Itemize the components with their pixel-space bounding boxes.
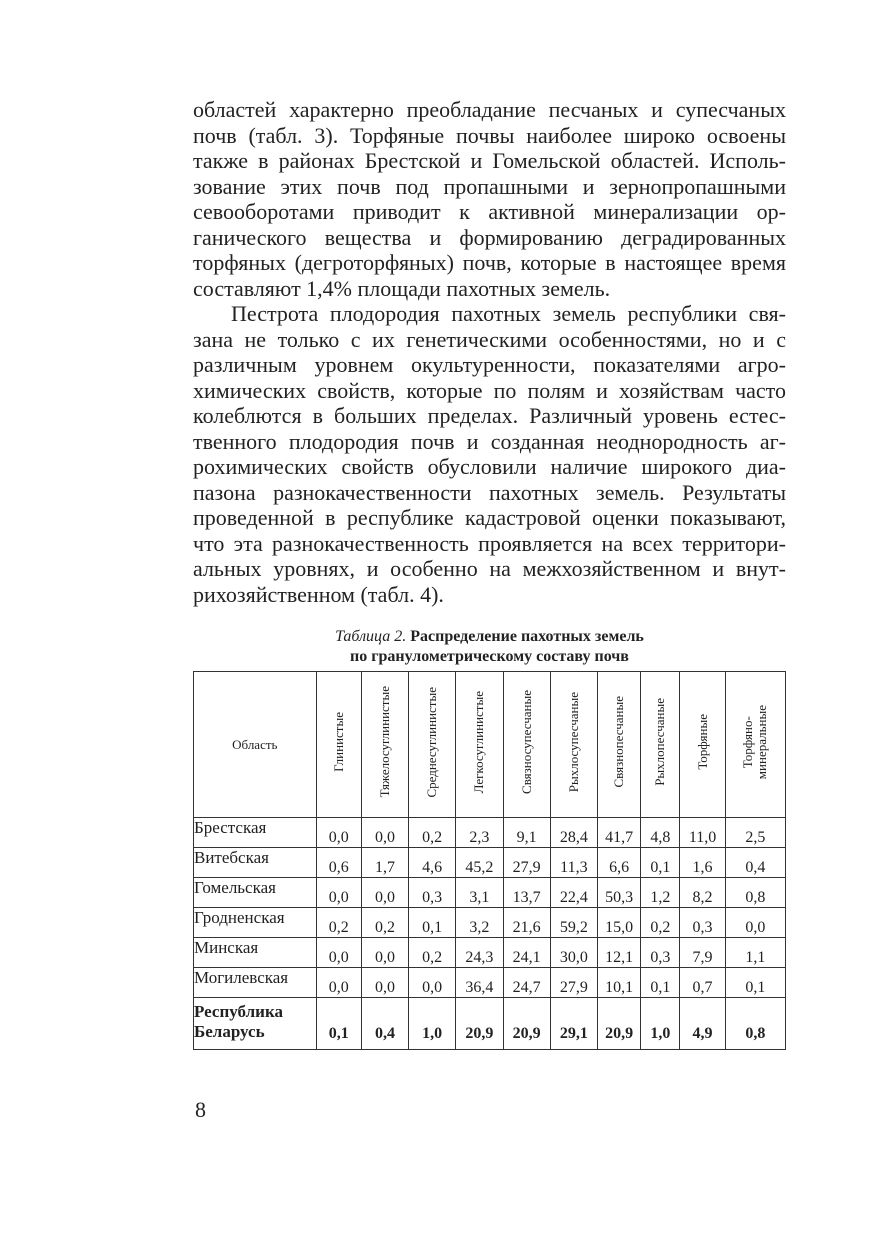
value-cell: 3,2 <box>456 908 503 938</box>
value-cell: 1,1 <box>725 938 785 968</box>
header-col-2: Тяжелосуглинистые <box>361 672 408 818</box>
value-cell: 0,3 <box>680 908 725 938</box>
value-cell: 0,2 <box>361 908 408 938</box>
value-cell: 13,7 <box>503 878 550 908</box>
table-row <box>194 968 786 998</box>
value-cell: 12,1 <box>598 938 641 968</box>
value-cell: 0,2 <box>409 938 456 968</box>
header-col-3: Среднесуглинистые <box>409 672 456 818</box>
total-value-cell: 0,8 <box>725 998 785 1050</box>
table-row <box>194 878 786 908</box>
total-value-cell: 20,9 <box>456 998 503 1050</box>
value-cell: 0,2 <box>641 908 680 938</box>
region-cell: Минская <box>194 938 317 968</box>
value-cell: 1,7 <box>361 848 408 878</box>
value-cell: 27,9 <box>503 848 550 878</box>
table-title-line1: Распределение пахотных земель <box>410 628 644 645</box>
total-value-cell: 20,9 <box>503 998 550 1050</box>
value-cell: 9,1 <box>503 818 550 848</box>
total-value-cell: 1,0 <box>409 998 456 1050</box>
value-cell: 0,0 <box>316 878 361 908</box>
total-region-cell: Республика Беларусь <box>194 998 317 1050</box>
header-col-10: Торфяно- минеральные <box>725 672 785 818</box>
value-cell: 0,0 <box>361 938 408 968</box>
value-cell: 15,0 <box>598 908 641 938</box>
value-cell: 0,0 <box>316 938 361 968</box>
page-number: 8 <box>195 1097 206 1122</box>
total-value-cell: 1,0 <box>641 998 680 1050</box>
value-cell: 6,6 <box>598 848 641 878</box>
table-row <box>194 908 786 938</box>
value-cell: 0,0 <box>316 818 361 848</box>
value-cell: 0,3 <box>641 938 680 968</box>
header-region: Область <box>194 672 317 818</box>
page-content <box>193 97 786 1050</box>
value-cell: 0,8 <box>725 878 785 908</box>
value-cell: 1,6 <box>680 848 725 878</box>
table-title-line2: по гранулометрическому составу почв <box>350 648 629 665</box>
total-value-cell: 4,9 <box>680 998 725 1050</box>
value-cell: 0,7 <box>680 968 725 998</box>
header-col-5: Связносупесчаные <box>503 672 550 818</box>
region-cell: Гродненская <box>194 908 317 938</box>
value-cell: 0,2 <box>409 818 456 848</box>
header-col-1: Глинистые <box>316 672 361 818</box>
value-cell: 30,0 <box>550 938 597 968</box>
region-cell: Витебская <box>194 848 317 878</box>
value-cell: 0,0 <box>316 968 361 998</box>
value-cell: 0,0 <box>361 818 408 848</box>
total-value-cell: 29,1 <box>550 998 597 1050</box>
value-cell: 27,9 <box>550 968 597 998</box>
value-cell: 0,1 <box>641 968 680 998</box>
value-cell: 24,1 <box>503 938 550 968</box>
value-cell: 0,0 <box>361 968 408 998</box>
table-caption <box>193 627 786 667</box>
header-row <box>194 672 786 818</box>
value-cell: 7,9 <box>680 938 725 968</box>
value-cell: 28,4 <box>550 818 597 848</box>
value-cell: 3,1 <box>456 878 503 908</box>
table-row <box>194 848 786 878</box>
value-cell: 24,7 <box>503 968 550 998</box>
value-cell: 41,7 <box>598 818 641 848</box>
value-cell: 0,3 <box>409 878 456 908</box>
total-value-cell: 0,4 <box>361 998 408 1050</box>
header-col-6: Рыхлосупесчаные <box>550 672 597 818</box>
table-row <box>194 818 786 848</box>
total-value-cell: 20,9 <box>598 998 641 1050</box>
header-col-8: Рыхлопесчаные <box>641 672 680 818</box>
total-value-cell: 0,1 <box>316 998 361 1050</box>
value-cell: 4,8 <box>641 818 680 848</box>
soil-distribution-table <box>193 671 786 1050</box>
value-cell: 21,6 <box>503 908 550 938</box>
header-col-4: Легкосуглинистые <box>456 672 503 818</box>
value-cell: 22,4 <box>550 878 597 908</box>
value-cell: 8,2 <box>680 878 725 908</box>
value-cell: 0,2 <box>316 908 361 938</box>
table-row <box>194 938 786 968</box>
value-cell: 50,3 <box>598 878 641 908</box>
header-col-7: Связнопесчаные <box>598 672 641 818</box>
value-cell: 0,1 <box>409 908 456 938</box>
value-cell: 0,6 <box>316 848 361 878</box>
value-cell: 0,1 <box>725 968 785 998</box>
value-cell: 0,4 <box>725 848 785 878</box>
value-cell: 11,3 <box>550 848 597 878</box>
value-cell: 11,0 <box>680 818 725 848</box>
region-cell: Гомельская <box>194 878 317 908</box>
value-cell: 2,5 <box>725 818 785 848</box>
value-cell: 45,2 <box>456 848 503 878</box>
total-row <box>194 998 786 1050</box>
value-cell: 0,1 <box>641 848 680 878</box>
value-cell: 0,0 <box>361 878 408 908</box>
value-cell: 0,0 <box>409 968 456 998</box>
value-cell: 2,3 <box>456 818 503 848</box>
value-cell: 59,2 <box>550 908 597 938</box>
region-cell: Брестская <box>194 818 317 848</box>
value-cell: 4,6 <box>409 848 456 878</box>
value-cell: 24,3 <box>456 938 503 968</box>
paragraph-1: областей характерно преобладание песчаных и супесчаных почв (табл. 3). Торфяные почвы наиболее широко освоены также в районах Брестской и Гомельской областей. Использование этих почв под пропашными и зернопропашными севооборотами приводит к активной минерализации органического вещества и формированию деградированных торфяных (дегроторфяных) почв, которые в настоящее время составляют 1,4% площади пахотных земель. <box>193 97 786 301</box>
region-cell: Могилевская <box>194 968 317 998</box>
value-cell: 1,2 <box>641 878 680 908</box>
paragraph-2: Пестрота плодородия пахотных земель республики связана не только с их генетическими особенностями, но и с различным уровнем окультуренности, показателями агрохимических свойств, которые по полям и хозяйствам часто колеблются в больших пределах. Различный уровень естественного плодородия почв и созданная неоднородность агрохимических свойств обусловили наличие широкого диапазона разнокачественности пахотных земель. Результаты проведенной в республике кадастровой оценки показывают, что эта разнокачественность проявляется на всех территориальных уровнях, и особенно на межхозяйственном и внутрихозяйственном (табл. 4). <box>193 301 786 607</box>
value-cell: 36,4 <box>456 968 503 998</box>
value-cell: 0,0 <box>725 908 785 938</box>
header-col-9: Торфяные <box>680 672 725 818</box>
table-label: Таблица 2. <box>335 628 407 645</box>
value-cell: 10,1 <box>598 968 641 998</box>
